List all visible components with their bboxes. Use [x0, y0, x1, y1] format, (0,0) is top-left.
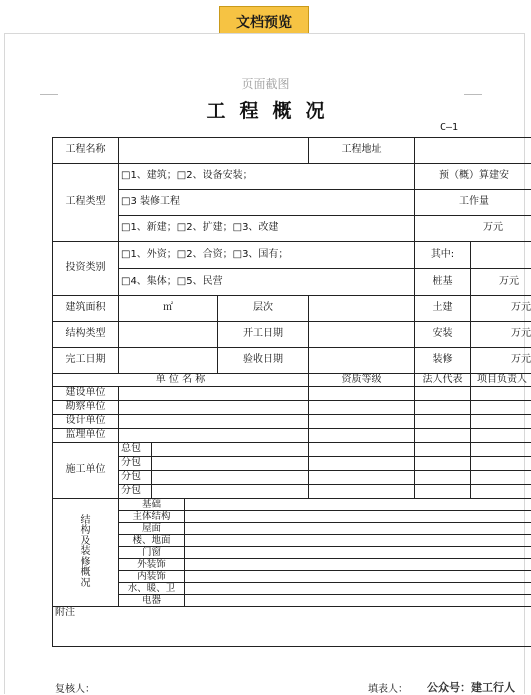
- building-area-unit[interactable]: ㎡: [119, 296, 218, 322]
- document-title: 工程概况: [0, 96, 531, 123]
- overview-item: 内装饰: [119, 571, 185, 583]
- overview-field[interactable]: [185, 523, 531, 535]
- unit-grade-cell[interactable]: [309, 387, 415, 401]
- sub-label: 总包: [119, 443, 152, 457]
- investment-type-label: 投资类别: [53, 242, 119, 296]
- decoration-unit: 万元: [471, 348, 531, 374]
- overview-field[interactable]: [185, 559, 531, 571]
- overview-field[interactable]: [185, 547, 531, 559]
- construction-lead-cell[interactable]: [471, 457, 531, 471]
- overview-item: 主体结构: [119, 511, 185, 523]
- legal-rep-header: 法人代表: [415, 374, 471, 387]
- budget-label-2: 工作量: [415, 190, 531, 216]
- construction-legal-cell[interactable]: [415, 443, 471, 457]
- budget-label-1: 预（概）算建安: [415, 164, 531, 190]
- investment-type-line-1: □1、外资；□2、合资；□3、国有；: [119, 242, 415, 269]
- overview-item: 屋面: [119, 523, 185, 535]
- construction-legal-cell[interactable]: [415, 457, 471, 471]
- overview-item: 外装饰: [119, 559, 185, 571]
- unit-grade-cell[interactable]: [309, 429, 415, 443]
- unit-legal-cell[interactable]: [415, 415, 471, 429]
- construction-name-cell[interactable]: [152, 485, 309, 499]
- among-label: 其中:: [415, 242, 471, 269]
- unit-name-cell[interactable]: [119, 387, 309, 401]
- structure-type-label: 结构类型: [53, 322, 119, 348]
- acceptance-date-label: 验收日期: [218, 348, 309, 374]
- overview-item: 门窗: [119, 547, 185, 559]
- project-lead-header: 项目负责人: [471, 374, 531, 387]
- form-code: C—1: [440, 122, 458, 133]
- project-type-label: 工程类型: [53, 164, 119, 242]
- construction-grade-cell[interactable]: [309, 471, 415, 485]
- wechat-account-label: 公众号：建工行人: [427, 679, 515, 695]
- construction-lead-cell[interactable]: [471, 471, 531, 485]
- project-address-label: 工程地址: [309, 138, 415, 164]
- overview-field[interactable]: [185, 511, 531, 523]
- overview-item: 电器: [119, 595, 185, 607]
- investment-type-line-2: □4、集体；□5、民营: [119, 269, 415, 296]
- construction-legal-cell[interactable]: [415, 471, 471, 485]
- start-date-field[interactable]: [309, 322, 415, 348]
- start-date-label: 开工日期: [218, 322, 309, 348]
- unit-grade-cell[interactable]: [309, 401, 415, 415]
- sub-label: 分包: [119, 457, 152, 471]
- unit-row-label: 建设单位: [53, 387, 119, 401]
- install-unit: 万元: [471, 322, 531, 348]
- unit-row: [53, 429, 531, 443]
- unit-row-label: 勘察单位: [53, 401, 119, 415]
- sub-label: 分包: [119, 485, 152, 499]
- filler-label: 填表人：: [368, 680, 408, 695]
- unit-legal-cell[interactable]: [415, 429, 471, 443]
- crop-mark-left: [40, 94, 58, 95]
- qualification-header: 资质等级: [309, 374, 415, 387]
- unit-name-cell[interactable]: [119, 401, 309, 415]
- overview-field[interactable]: [185, 583, 531, 595]
- construction-unit-label: 施工单位: [53, 443, 119, 499]
- unit-lead-cell[interactable]: [471, 401, 531, 415]
- overview-field[interactable]: [185, 499, 531, 511]
- pile-unit: 万元: [471, 269, 531, 296]
- unit-name-cell[interactable]: [119, 429, 309, 443]
- among-field[interactable]: [471, 242, 531, 269]
- page-watermark: 页面截图: [0, 75, 531, 92]
- unit-lead-cell[interactable]: [471, 387, 531, 401]
- reviewer-label: 复核人：: [55, 680, 95, 695]
- unit-legal-cell[interactable]: [415, 387, 471, 401]
- floors-label: 层次: [218, 296, 309, 322]
- construction-name-cell[interactable]: [152, 471, 309, 485]
- overview-field[interactable]: [185, 595, 531, 607]
- construction-name-cell[interactable]: [152, 443, 309, 457]
- construction-grade-cell[interactable]: [309, 443, 415, 457]
- project-name-label: 工程名称: [53, 138, 119, 164]
- unit-row: [53, 387, 531, 401]
- pile-label: 桩基: [415, 269, 471, 296]
- overview-field[interactable]: [185, 571, 531, 583]
- unit-row-label: 监理单位: [53, 429, 119, 443]
- unit-name-cell[interactable]: [119, 415, 309, 429]
- overview-item: 基础: [119, 499, 185, 511]
- project-address-field[interactable]: [415, 138, 531, 164]
- completion-date-field[interactable]: [119, 348, 218, 374]
- construction-lead-cell[interactable]: [471, 443, 531, 457]
- project-type-line-2: □3 装修工程: [119, 190, 415, 216]
- unit-row-label: 设计单位: [53, 415, 119, 429]
- project-type-line-3: □1、新建；□2、扩建；□3、改建: [119, 216, 415, 242]
- construction-lead-cell[interactable]: [471, 485, 531, 499]
- construction-name-cell[interactable]: [152, 457, 309, 471]
- budget-unit: 万元: [415, 216, 531, 242]
- project-name-field[interactable]: [119, 138, 309, 164]
- building-area-label: 建筑面积: [53, 296, 119, 322]
- project-overview-form: [52, 137, 531, 647]
- crop-mark-right: [464, 94, 482, 95]
- project-type-line-1: □1、建筑；□2、设备安装；: [119, 164, 415, 190]
- unit-grade-cell[interactable]: [309, 415, 415, 429]
- unit-lead-cell[interactable]: [471, 429, 531, 443]
- floors-field[interactable]: [309, 296, 415, 322]
- unit-name-header: 单 位 名 称: [53, 374, 309, 387]
- completion-date-label: 完工日期: [53, 348, 119, 374]
- notes-label: 附注: [55, 607, 75, 618]
- preview-button[interactable]: 文档预览: [219, 6, 309, 38]
- overview-label: 结 构 及 装 修 概 况: [53, 499, 119, 607]
- construction-legal-cell[interactable]: [415, 485, 471, 499]
- construction-grade-cell[interactable]: [309, 457, 415, 471]
- overview-item: 楼、地面: [119, 535, 185, 547]
- sub-label: 分包: [119, 471, 152, 485]
- acceptance-date-field[interactable]: [309, 348, 415, 374]
- construction-grade-cell[interactable]: [309, 485, 415, 499]
- unit-legal-cell[interactable]: [415, 401, 471, 415]
- form-footer: [55, 680, 531, 694]
- civil-label: 土建: [415, 296, 471, 322]
- decoration-label: 装修: [415, 348, 471, 374]
- overview-field[interactable]: [185, 535, 531, 547]
- civil-unit: 万元: [471, 296, 531, 322]
- structure-type-field[interactable]: [119, 322, 218, 348]
- unit-lead-cell[interactable]: [471, 415, 531, 429]
- notes-field[interactable]: [53, 607, 531, 647]
- unit-row: [53, 401, 531, 415]
- install-label: 安装: [415, 322, 471, 348]
- unit-row: [53, 415, 531, 429]
- overview-item: 水、暖、卫: [119, 583, 185, 595]
